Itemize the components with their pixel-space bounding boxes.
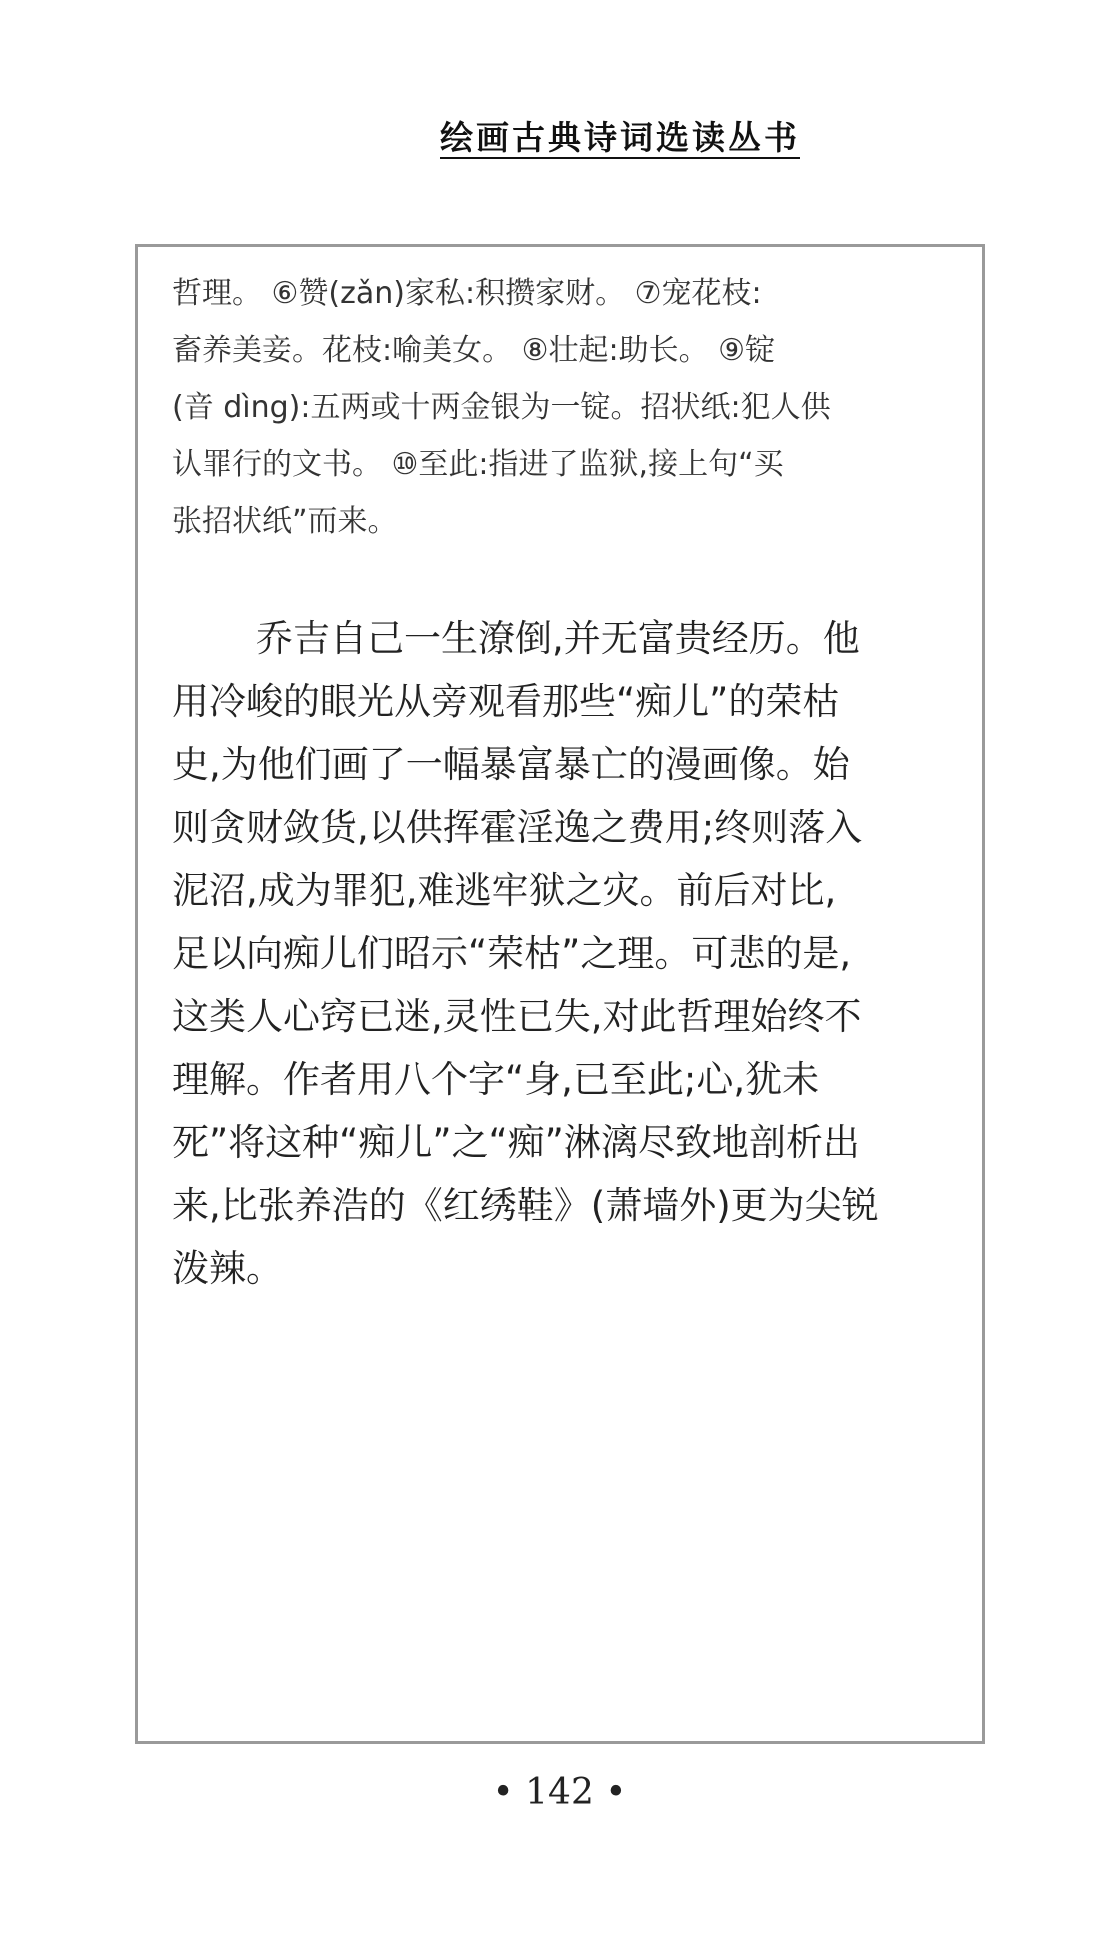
commentary-line: 足以向痴儿们昭示“荣枯”之理。可悲的是, — [172, 932, 852, 975]
commentary-line: 理解。作者用八个字“身,已至此;心,犹未 — [172, 1058, 820, 1101]
note-line: 畜养美妾。花枝:喻美女。 ⑧壮起:助长。 ⑨锭 — [172, 333, 776, 368]
commentary-line: 则贪财敛货,以供挥霍淫逸之费用;终则落入 — [172, 806, 863, 849]
commentary-paragraph — [172, 607, 962, 1300]
note-line: (音 dìng):五两或十两金银为一锭。招状纸:犯人供 — [172, 390, 831, 425]
commentary-line: 用冷峻的眼光从旁观看那些“痴儿”的荣枯 — [172, 680, 840, 723]
commentary-line: 死”将这种“痴儿”之“痴”淋漓尽致地剖析出 — [172, 1121, 860, 1164]
note-line: 哲理。 ⑥赞(zǎn)家私:积攒家财。 ⑦宠花枝: — [172, 276, 762, 311]
page-number: • 142 • — [492, 1772, 627, 1813]
annotation-notes — [172, 265, 962, 550]
commentary-line: 泥沼,成为罪犯,难逃牢狱之灾。前后对比, — [172, 869, 837, 912]
note-line: 认罪行的文书。 ⑩至此:指进了监狱,接上句“买 — [172, 447, 784, 482]
commentary-line: 来,比张养浩的《红绣鞋》(萧墙外)更为尖锐 — [172, 1184, 879, 1227]
content-frame — [135, 244, 985, 1744]
commentary-line: 史,为他们画了一幅暴富暴亡的漫画像。始 — [172, 743, 850, 786]
commentary-line: 乔吉自己一生潦倒,并无富贵经历。他 — [256, 617, 860, 660]
note-line: 张招状纸”而来。 — [172, 504, 398, 539]
commentary-line: 泼辣。 — [172, 1247, 283, 1290]
commentary-line: 这类人心窍已迷,灵性已失,对此哲理始终不 — [172, 995, 862, 1038]
series-title: 绘画古典诗词选读丛书 — [440, 118, 800, 157]
